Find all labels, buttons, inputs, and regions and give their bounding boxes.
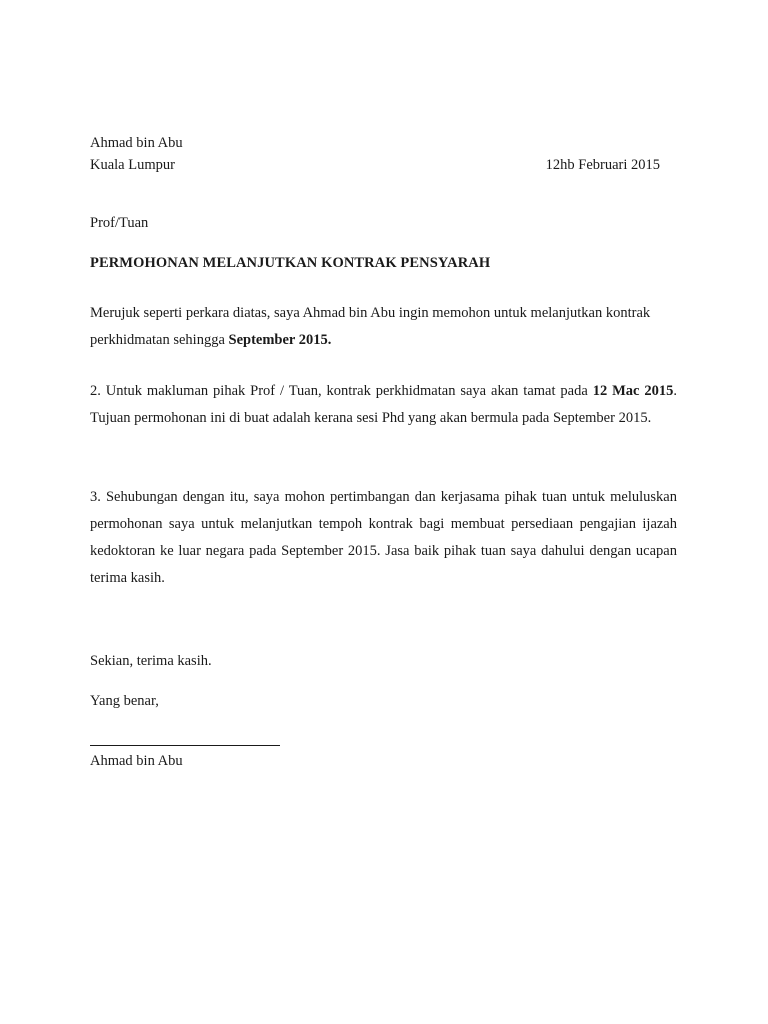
- paragraph-1-bold: September 2015.: [228, 332, 332, 348]
- letter-date: 12hb Februari 2015: [545, 157, 660, 173]
- paragraph-2-bold: 12 Mac 2015: [592, 383, 674, 399]
- paragraph-2-text-b: . Tujuan permohonan ini di buat adalah kerana sesi Phd yang akan bermula pada September 2015.: [90, 383, 677, 426]
- sender-name: Ahmad bin Abu: [90, 135, 183, 151]
- paragraph-2: [90, 378, 677, 432]
- signature-name: Ahmad bin Abu: [90, 753, 183, 769]
- sender-city: Kuala Lumpur: [90, 157, 175, 173]
- paragraph-2-text-a: 2. Untuk makluman pihak Prof / Tuan, kontrak perkhidmatan saya akan tamat pada: [90, 383, 593, 399]
- signature-line: [90, 745, 280, 746]
- subject-title: PERMOHONAN MELANJUTKAN KONTRAK PENSYARAH: [90, 255, 491, 271]
- paragraph-3: [90, 484, 677, 592]
- closing-line: Sekian, terima kasih.: [90, 653, 212, 669]
- paragraph-3-text: 3. Sehubungan dengan itu, saya mohon pertimbangan dan kerjasama pihak tuan untuk meluluskan permohonan saya untuk melanjutkan tempoh kontrak bagi membuat persediaan pengajian ijazah kedoktoran ke luar negara pada September 2015. Jasa baik pihak tuan saya dahului dengan ucapan terima kasih.: [90, 489, 677, 586]
- paragraph-1-text: Merujuk seperti perkara diatas, saya Ahmad bin Abu ingin memohon untuk melanjutkan kontrak perkhidmatan sehingga: [90, 305, 651, 348]
- signoff-line: Yang benar,: [90, 693, 159, 709]
- salutation: Prof/Tuan: [90, 215, 149, 231]
- paragraph-1: [90, 300, 677, 354]
